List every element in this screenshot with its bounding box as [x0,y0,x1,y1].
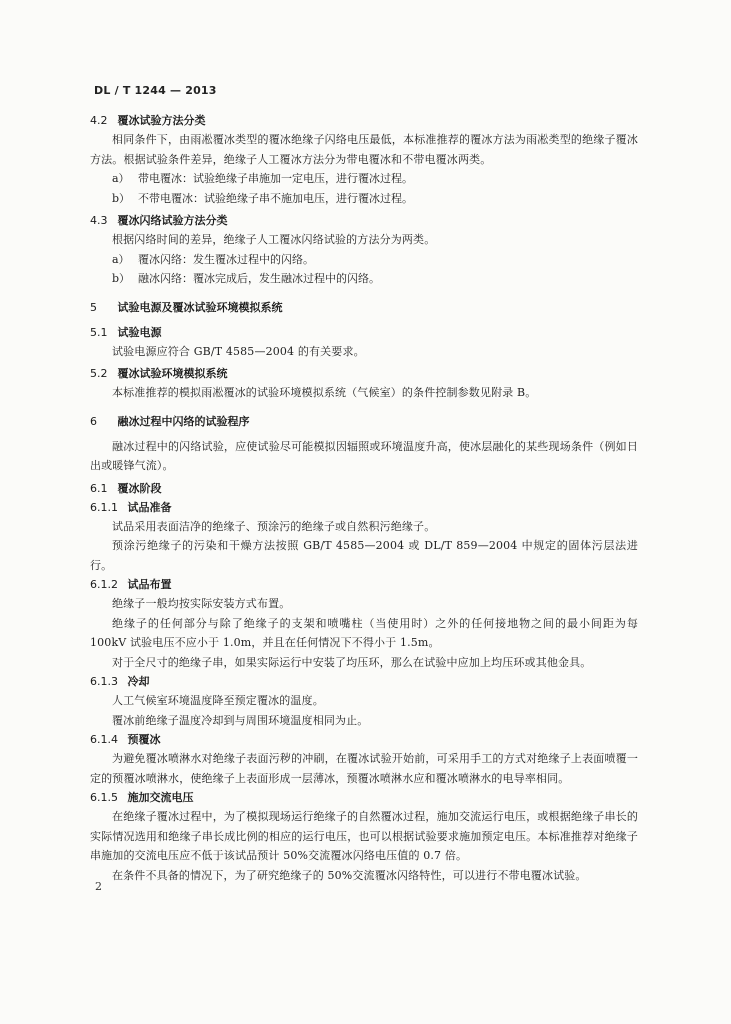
section-heading-4-2 [90,111,638,130]
list-item [90,269,638,289]
list-item-text: 覆冰闪络：发生覆冰过程中的闪络。 [138,252,314,266]
list-item-label: b） [112,272,131,285]
paragraph: 试品采用表面洁净的绝缘子、预涂污的绝缘子或自然积污绝缘子。 [112,519,436,533]
section-number: 6.1.4 [90,733,118,746]
section-number: 6.1.5 [90,791,118,804]
paragraph: 在绝缘子覆冰过程中，为了模拟现场运行绝缘子的自然覆冰过程，施加交流运行电压，或根据绝缘子串长的实际情况选用和绝缘子串长成比例的相应的运行电压，也可以根据试验要求施加预定电压。本标准推荐对绝缘子串施加的交流电压应不低于该试品预计 50%交流覆冰闪络电压值的 0.7 倍。 [90,810,638,862]
page-number: 2 [95,880,102,893]
section-number: 5.1 [90,325,108,339]
list-item-label: a） [112,252,130,266]
list-item [90,250,638,270]
list-item-text: 不带电覆冰：试验绝缘子串不施加电压，进行覆冰过程。 [138,191,413,205]
section-title: 覆冰阶段 [117,481,162,495]
list-item-label: b） [112,191,131,205]
document-code-header: DL / T 1244 — 2013 [94,84,217,97]
section-heading-4-3 [90,211,638,230]
section-title: 覆冰试验方法分类 [117,114,206,127]
section-heading-6 [90,412,638,431]
list-item-text: 融冰闪络：覆冰完成后，发生融冰过程中的闪络。 [138,272,380,285]
section-heading-5-2 [90,364,638,383]
section-title: 试验电源及覆冰试验环境模拟系统 [117,300,283,314]
section-title: 覆冰闪络试验方法分类 [117,214,228,227]
section-number: 4.2 [90,114,108,127]
paragraph: 相同条件下，由雨凇覆冰类型的覆冰绝缘子闪络电压最低，本标准推荐的覆冰方法为雨凇类型的绝缘子覆冰方法。根据试验条件差异，绝缘子人工覆冰方法分为带电覆冰和不带电覆冰两类。 [90,133,638,166]
paragraph: 根据闪络时间的差异，绝缘子人工覆冰闪络试验的方法分为两类。 [112,233,436,246]
section-number: 6 [90,414,97,428]
section-title: 施加交流电压 [127,791,194,804]
paragraph: 人工气候室环境温度降至预定覆冰的温度。 [112,694,324,707]
section-heading-6-1-3 [90,672,638,691]
list-item [90,189,638,209]
section-title: 试验电源 [117,325,162,339]
section-heading-6-1-2 [90,575,638,594]
section-title: 融冰过程中闪络的试验程序 [117,414,250,428]
section-title: 覆冰试验环境模拟系统 [117,367,228,380]
section-number: 6.1.2 [90,578,118,591]
paragraph: 覆冰前绝缘子温度冷却到与周围环境温度相同为止。 [112,713,369,727]
list-item-label: a） [112,172,130,185]
paragraph: 在条件不具备的情况下，为了研究绝缘子的 50%交流覆冰闪络特性，可以进行不带电覆冰试验。 [112,868,587,882]
section-number: 6.1.1 [90,500,118,514]
section-title: 预覆冰 [127,733,161,746]
section-title: 试品布置 [127,578,172,591]
section-heading-5 [90,298,638,317]
paragraph: 试验电源应符合 GB/T 4585—2004 的有关要求。 [112,344,365,358]
paragraph: 预涂污绝缘子的污染和干燥方法按照 GB/T 4585—2004 或 DL/T 859—2004 中规定的固体污层法进行。 [90,539,638,572]
paragraph: 对于全尺寸的绝缘子串，如果实际运行中安装了均压环，那么在试验中应加上均压环或其他金具。 [112,655,592,669]
paragraph: 融冰过程中的闪络试验，应使试验尽可能模拟因辐照或环境温度升高，使冰层融化的某些现场条件（例如日出或暖锋气流）。 [90,439,638,472]
section-number: 6.1 [90,481,108,495]
paragraph: 绝缘子一般均按实际安装方式布置。 [112,597,291,610]
section-number: 4.3 [90,214,108,227]
section-heading-6-1 [90,479,638,498]
document-body [90,108,638,885]
paragraph: 为避免覆冰喷淋水对绝缘子表面污秽的冲刷，在覆冰试验开始前，可采用手工的方式对绝缘子上表面喷覆一定的预覆冰喷淋水，使绝缘子上表面形成一层薄冰，预覆冰喷淋水应和覆冰喷淋水的电导率相同。 [90,752,638,785]
section-heading-6-1-5 [90,788,638,807]
section-title: 试品准备 [127,500,172,514]
section-heading-6-1-4 [90,730,638,749]
section-heading-6-1-1 [90,498,638,517]
section-title: 冷却 [127,675,150,688]
section-number: 6.1.3 [90,675,118,688]
list-item [90,169,638,189]
section-number: 5 [90,300,97,314]
paragraph: 绝缘子的任何部分与除了绝缘子的支架和喷嘴柱（当使用时）之外的任何接地物之间的最小间距为每 100kV 试验电压不应小于 1.0m，并且在任何情况下不得小于 1.5m。 [90,616,638,649]
paragraph: 本标准推荐的模拟雨凇覆冰的试验环境模拟系统（气候室）的条件控制参数见附录 B。 [112,386,537,399]
list-item-text: 带电覆冰：试验绝缘子串施加一定电压，进行覆冰过程。 [138,172,413,185]
section-number: 5.2 [90,367,108,380]
section-heading-5-1 [90,323,638,342]
